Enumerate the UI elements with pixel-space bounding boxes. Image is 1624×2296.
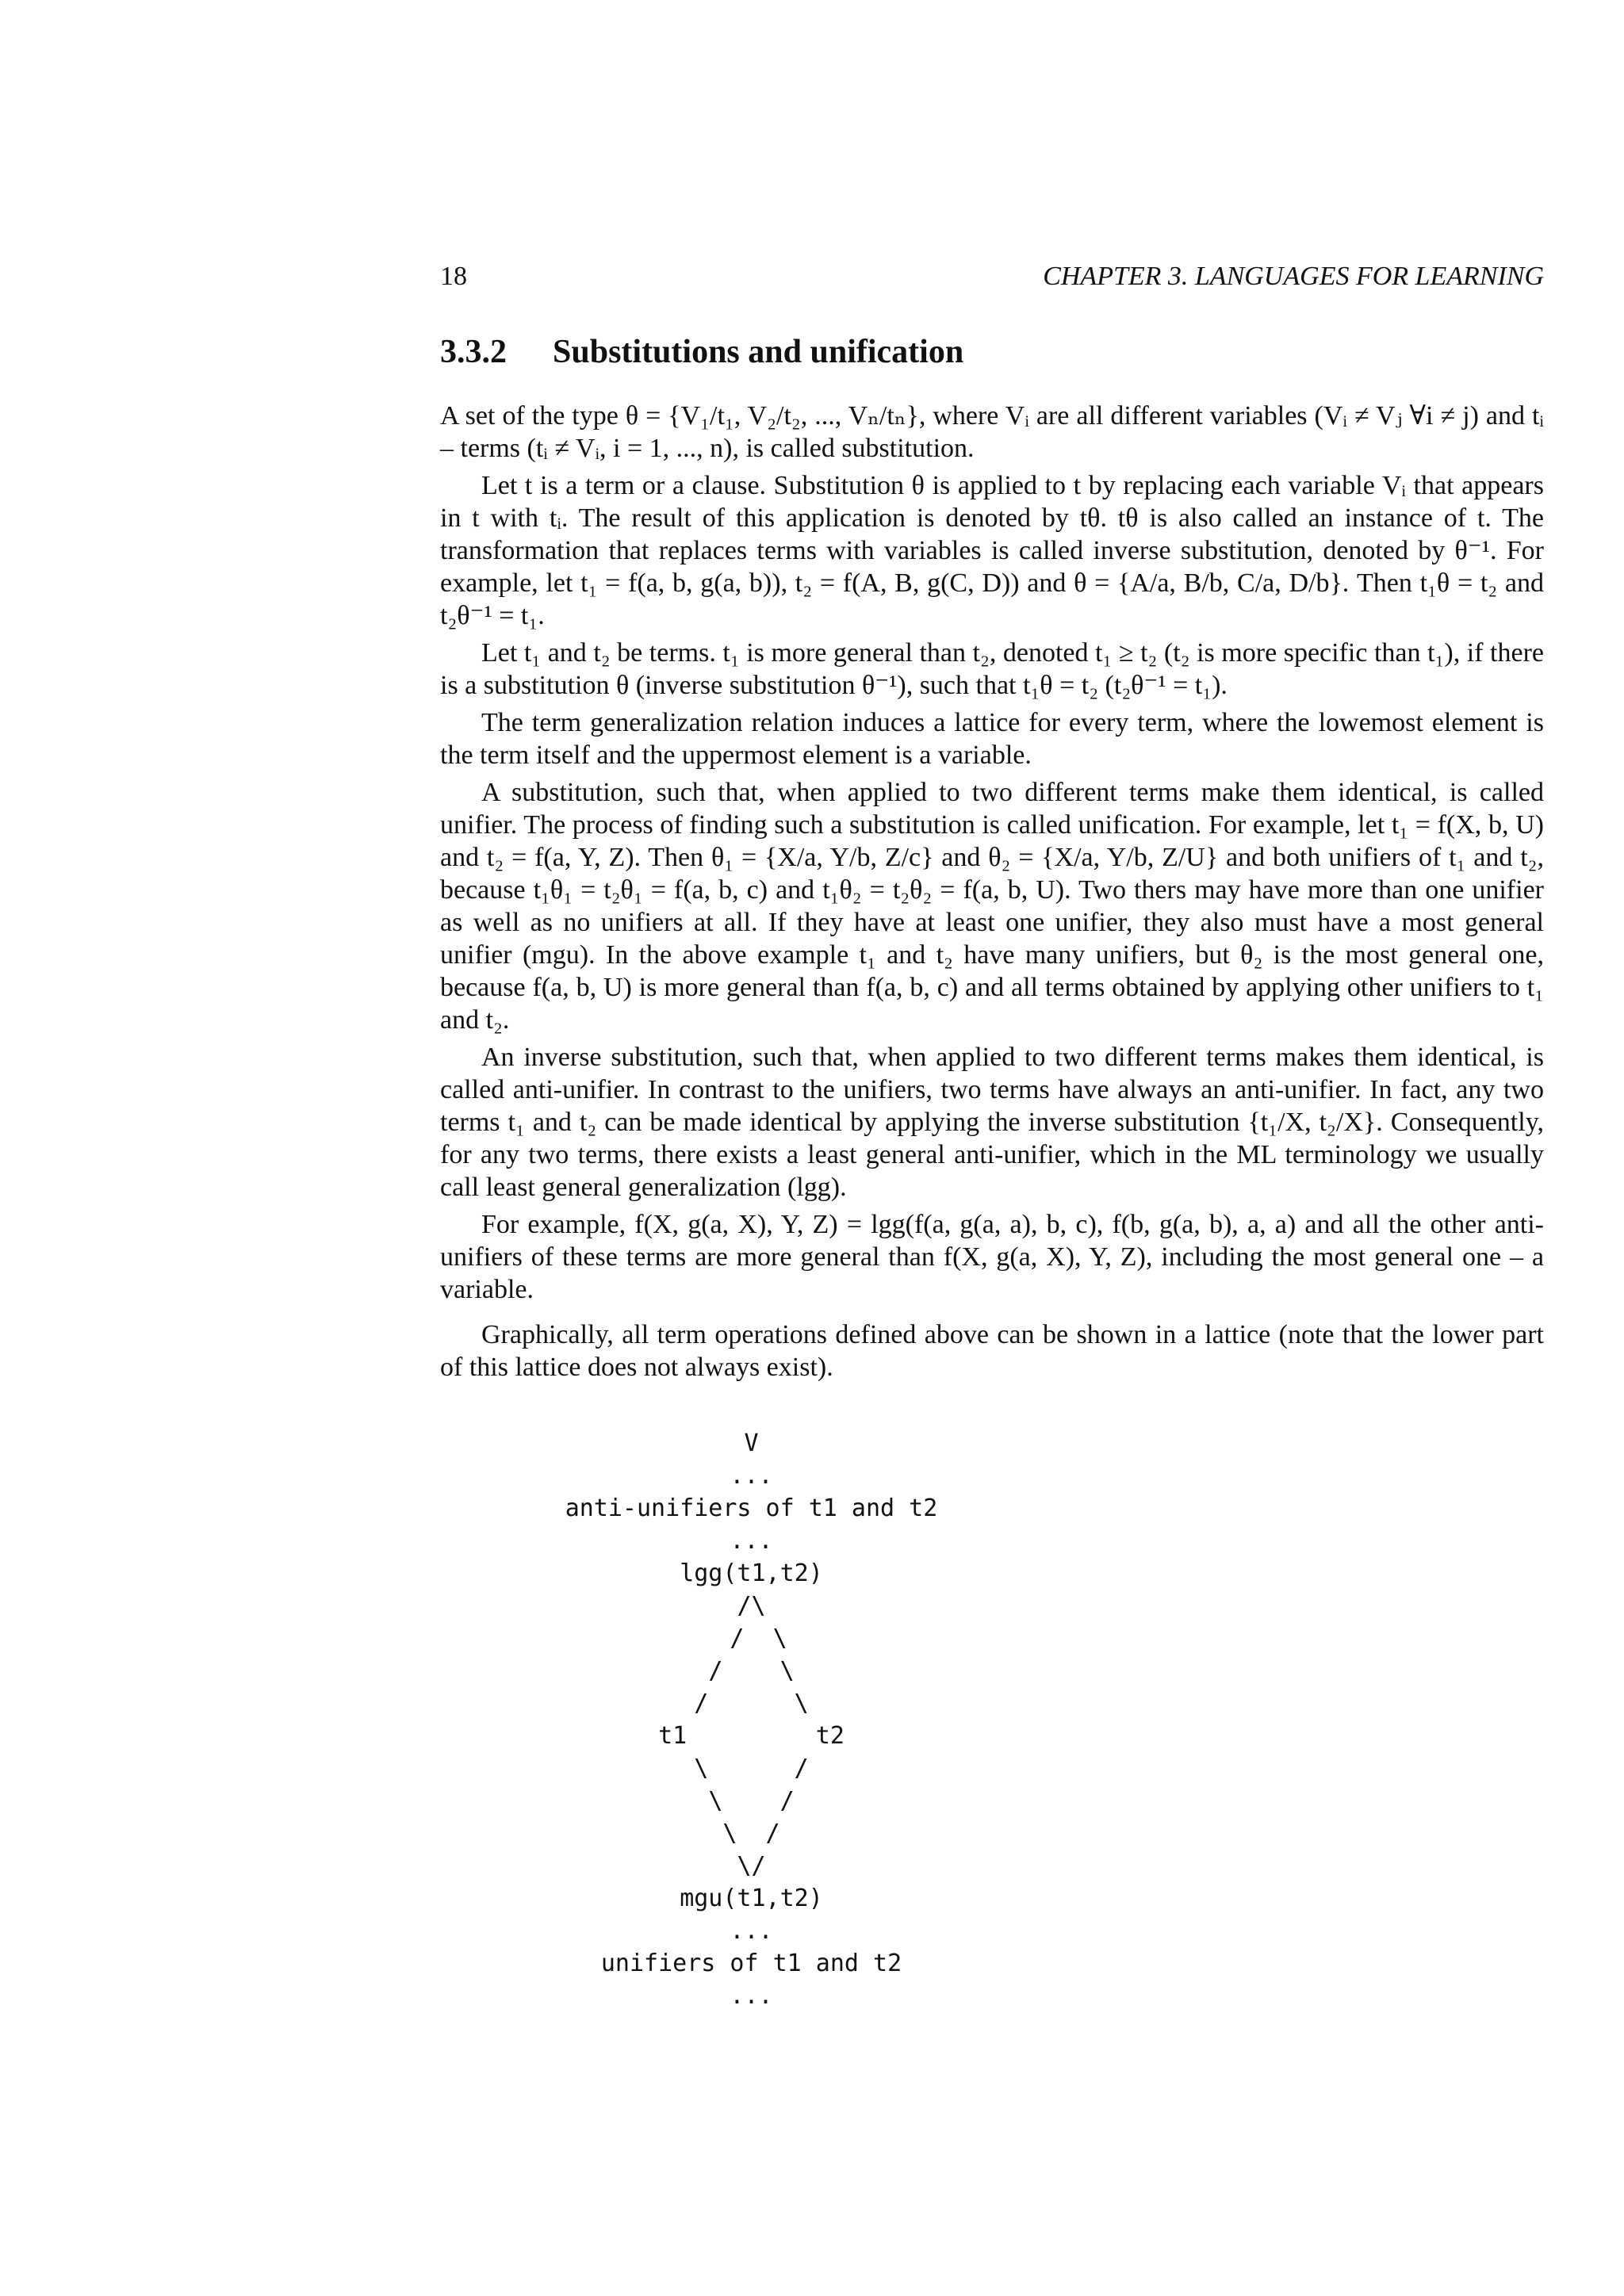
paragraph-unifier: A substitution, such that, when applied to two different terms make them identical, is called unifier. The process of finding such a substitution is called unification. For example, let t₁ = f(X, b, U) and t₂ = f(a, Y, Z). Then θ₁ = {X/a, Y/b, Z/c} and θ₂ = {X/a, Y/b, Z/U} and both unifiers of t₁ and t₂, because t₁θ₁ = t₂θ₁ = f(a, b, c) and t₁θ₂ = t₂θ₂ = f(a, b, U). Two thers may have more than one unifier as well as no unifiers at all. If they have at least one unifier, they also must have a most general unifier (mgu). In the above example t₁ and t₂ have many unifiers, but θ₂ is the most general one, because f(a, b, U) is more general than f(a, b, c) and all terms obtained by applying other unifiers to t₁ and t₂. xyxy=(440,778,1544,1035)
lattice-line: mgu(t1,t2) xyxy=(680,1885,823,1912)
lattice-line: \ / xyxy=(708,1787,795,1815)
lattice-line: \/ xyxy=(737,1852,766,1880)
lattice-line: t1 t2 xyxy=(658,1722,845,1750)
paragraph-lgg-example: For example, f(X, g(a, X), Y, Z) = lgg(f(a, g(a, a), b, c), f(b, g(a, b), a, a) and all the other anti-unifiers of these terms are more general than f(X, g(a, X), Y, Z), including the most general one – a variable. xyxy=(440,1210,1544,1304)
lattice-line: \ / xyxy=(694,1755,809,1782)
lattice-line: /\ xyxy=(737,1592,766,1620)
lattice-line: V xyxy=(744,1429,759,1457)
term-lattice-diagram xyxy=(440,1427,1063,2030)
lattice-line: unifiers of t1 and t2 xyxy=(600,1950,902,1977)
paragraph-graphically: Graphically, all term operations defined above can be shown in a lattice (note that the lower part of this lattice does not always exist). xyxy=(440,1320,1544,1382)
lattice-line: \ / xyxy=(722,1820,780,1847)
paragraph-instance-definition: Let t is a term or a clause. Substitution θ is applied to t by replacing each variable Vᵢ that appears in t with tᵢ. The result of this application is denoted by tθ. tθ is also called an instance of t. The transformation that replaces terms with variables is called inverse substitution, denoted by θ⁻¹. For example, let t₁ = f(a, b, g(a, b)), t₂ = f(A, B, g(C, D)) and θ = {A/a, B/b, C/a, D/b}. Then t₁θ = t₂ and t₂θ⁻¹ = t₁. xyxy=(440,471,1544,630)
lattice-line: ... xyxy=(730,1982,773,2010)
lattice-line: / \ xyxy=(708,1657,795,1685)
paragraph-anti-unifier: An inverse substitution, such that, when applied to two different terms makes them identical, is called anti-unifier. In contrast to the unifiers, two terms have always an anti-unifier. In fact, any two terms t₁ and t₂ can be made identical by applying the inverse substitution {t₁/X, t₂/X}. Consequently, for any two terms, there exists a least general anti-unifier, which in the ML terminology we usually call least general generalization (lgg). xyxy=(440,1043,1544,1202)
lattice-line: lgg(t1,t2) xyxy=(680,1559,823,1587)
body-text xyxy=(440,400,1544,1388)
lattice-line: anti-unifiers of t1 and t2 xyxy=(565,1494,938,1522)
chapter-title: CHAPTER 3. LANGUAGES FOR LEARNING xyxy=(1043,262,1544,291)
section-title: Substitutions and unification xyxy=(553,334,964,370)
lattice-line: ... xyxy=(730,1527,773,1555)
section-number: 3.3.2 xyxy=(440,334,507,370)
lattice-line: ... xyxy=(730,1917,773,1945)
running-head xyxy=(440,262,1544,300)
paragraph-lattice: The term generalization relation induces a lattice for every term, where the lowemost element is the term itself and the uppermost element is a variable. xyxy=(440,708,1544,770)
lattice-line: / \ xyxy=(715,1624,787,1652)
lattice-line: / \ xyxy=(694,1689,809,1717)
page-number: 18 xyxy=(440,262,467,291)
paragraph-substitution-definition: A set of the type θ = {V₁/t₁, V₂/t₂, ..., Vₙ/tₙ}, where Vᵢ are all different variables (Vᵢ ≠ Vⱼ ∀i ≠ j) and tᵢ – terms (tᵢ ≠ Vᵢ, i = 1, ..., n), is called substitution. xyxy=(440,401,1544,463)
paragraph-more-general: Let t₁ and t₂ be terms. t₁ is more general than t₂, denoted t₁ ≥ t₂ (t₂ is more specific than t₁), if there is a substitution θ (inverse substitution θ⁻¹), such that t₁θ = t₂ (t₂θ⁻¹ = t₁). xyxy=(440,638,1544,700)
lattice-line: ... xyxy=(730,1462,773,1490)
section-heading xyxy=(440,333,1544,371)
